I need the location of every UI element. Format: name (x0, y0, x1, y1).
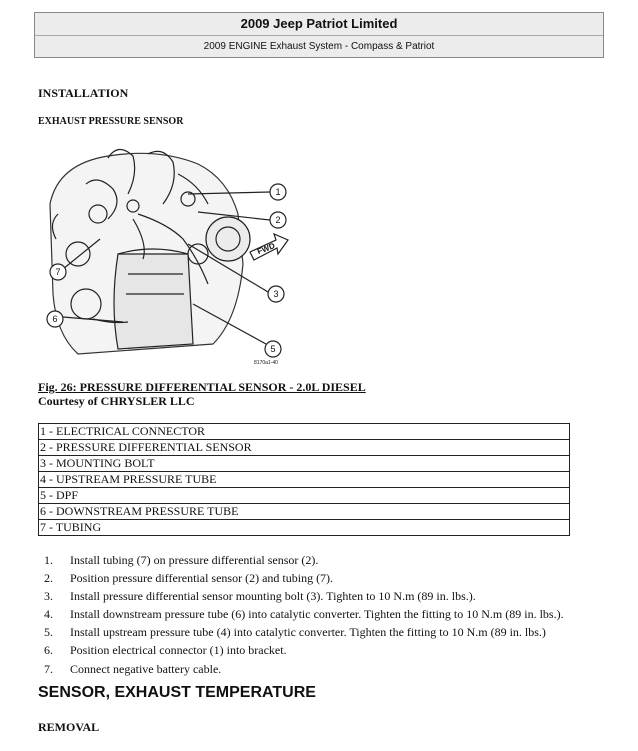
figure-title: Fig. 26: PRESSURE DIFFERENTIAL SENSOR - 2.0L DIESEL (38, 380, 366, 394)
step-number: 5. (44, 625, 53, 640)
legend-row (39, 488, 570, 504)
legend-row (39, 504, 570, 520)
step-text: Connect negative battery cable. (70, 661, 222, 676)
step-text: Install pressure differential sensor mounting bolt (3). Tighten to 10 N.m (89 in. lbs.). (70, 589, 476, 604)
figure-courtesy: Courtesy of CHRYSLER LLC (38, 394, 195, 408)
legend-row (39, 472, 570, 488)
next-section-heading: SENSOR, EXHAUST TEMPERATURE (38, 684, 316, 701)
step-number: 6. (44, 643, 53, 658)
step-text: Install upstream pressure tube (4) into catalytic converter. Tighten the fitting to 10 N.m (89 in. lbs.) (70, 625, 546, 640)
callout-7: 7 (55, 267, 61, 277)
legend-item: 4 - UPSTREAM PRESSURE TUBE (39, 472, 570, 488)
legend-table (38, 423, 570, 536)
legend-row (39, 424, 570, 440)
callout-5: 5 (270, 344, 276, 354)
step-item (44, 641, 564, 659)
callout-1: 1 (275, 187, 281, 197)
section-heading: INSTALLATION (38, 86, 129, 100)
legend-item: 3 - MOUNTING BOLT (39, 456, 570, 472)
callout-2: 2 (275, 215, 281, 225)
legend-item: 5 - DPF (39, 488, 570, 504)
document-header (34, 12, 604, 58)
step-item (44, 587, 564, 605)
installation-steps (44, 551, 564, 678)
step-number: 4. (44, 607, 53, 622)
fwd-label: FWD (255, 241, 277, 257)
callout-3: 3 (273, 289, 279, 299)
step-item (44, 551, 564, 569)
legend-row (39, 440, 570, 456)
step-number: 3. (44, 589, 53, 604)
step-item (44, 569, 564, 587)
step-item (44, 623, 564, 641)
step-text: Position electrical connector (1) into bracket. (70, 643, 287, 658)
legend-row (39, 456, 570, 472)
legend-item: 7 - TUBING (39, 520, 570, 536)
section-subheading: EXHAUST PRESSURE SENSOR (38, 116, 184, 127)
step-number: 7. (44, 661, 53, 676)
figure-caption (38, 380, 366, 408)
step-text: Install downstream pressure tube (6) into catalytic converter. Tighten the fitting to 10 N.m (89 in. lbs.). (70, 607, 564, 622)
callout-6: 6 (52, 314, 58, 324)
legend-item: 1 - ELECTRICAL CONNECTOR (39, 424, 570, 440)
step-text: Install tubing (7) on pressure differential sensor (2). (70, 553, 319, 567)
step-number: 1. (44, 553, 53, 567)
figure-code: 8170a1-40 (254, 360, 278, 366)
step-text: Position pressure differential sensor (2) and tubing (7). (70, 571, 334, 586)
step-number: 2. (44, 571, 53, 586)
document-title: 2009 Jeep Patriot Limited (35, 13, 603, 36)
legend-row (39, 520, 570, 536)
next-section-subheading: REMOVAL (38, 720, 100, 734)
legend-item: 6 - DOWNSTREAM PRESSURE TUBE (39, 504, 570, 520)
step-item (44, 605, 564, 623)
step-item (44, 660, 564, 678)
document-subtitle: 2009 ENGINE Exhaust System - Compass & Patriot (203, 41, 435, 52)
legend-item: 2 - PRESSURE DIFFERENTIAL SENSOR (39, 440, 570, 456)
engine-diagram (38, 144, 298, 370)
engine-diagram-figure (38, 144, 298, 370)
